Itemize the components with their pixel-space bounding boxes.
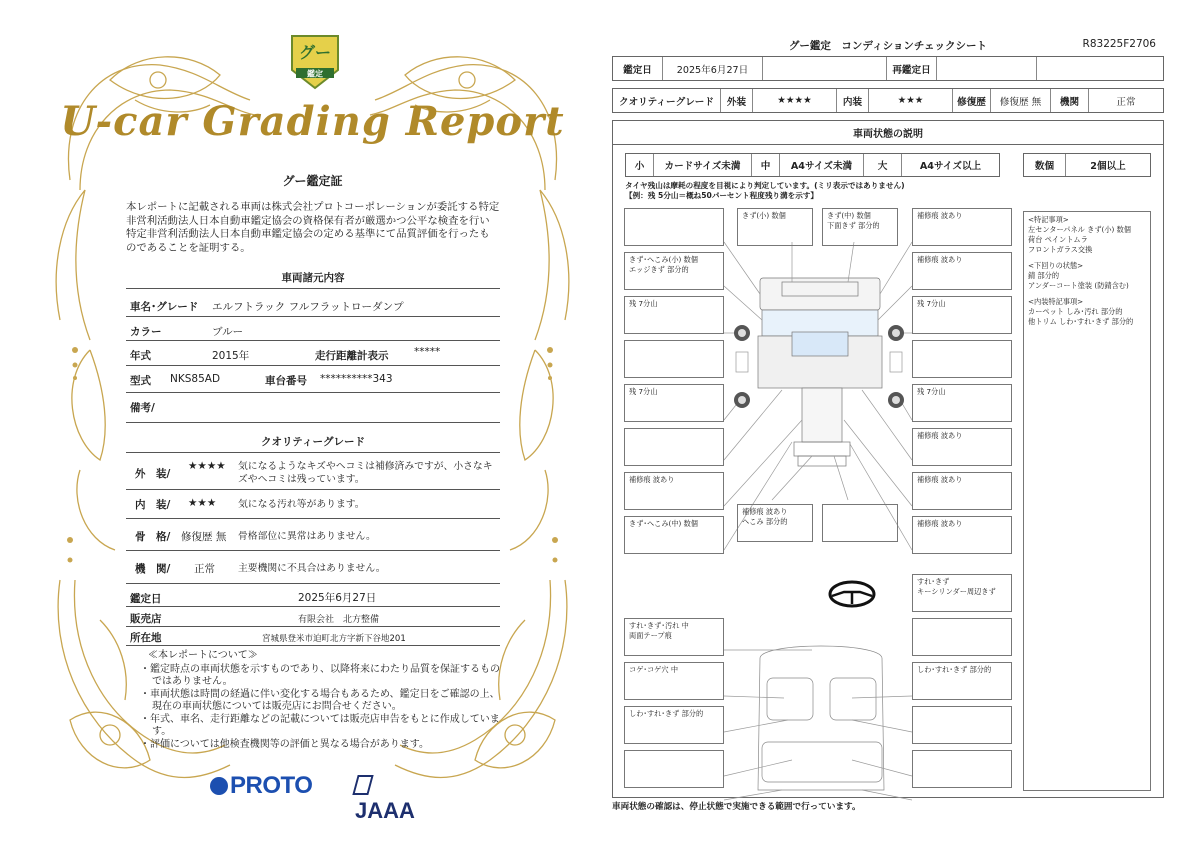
condition-title: 車両状態の説明 xyxy=(613,121,1163,145)
logo-row xyxy=(210,768,430,823)
note-item: ・評価については他検査機関等の評価と異なる場合があります。 xyxy=(140,738,429,750)
condition-box: コゲ･コゲ穴 中 xyxy=(624,662,724,700)
repair-label: 修復歴 xyxy=(953,89,991,112)
model-label: 型式 xyxy=(130,375,151,387)
condition-box xyxy=(912,618,1012,656)
date-row xyxy=(612,56,1164,81)
notes-title: ≪本レポートについて≫ xyxy=(148,650,258,661)
color-value: ブルー xyxy=(212,326,244,338)
divider xyxy=(126,422,500,423)
condition-box: すれ･きず キーシリンダー周辺きず xyxy=(912,574,1012,612)
goo-kantei-badge-icon xyxy=(288,32,342,92)
condition-box: すれ･きず･汚れ 中 両面テープ痕 xyxy=(624,618,724,656)
jaaa-logo-text: JAAA xyxy=(355,798,415,823)
condition-box: しわ･すれ･きず 部分的 xyxy=(912,662,1012,700)
condition-box: しわ･すれ･きず 部分的 xyxy=(624,706,724,744)
size-small-desc: カードサイズ未満 xyxy=(654,154,752,176)
dealer-label: 販売店 xyxy=(130,613,162,625)
count-value: 2個以上 xyxy=(1090,161,1126,172)
size-small: 小 xyxy=(626,154,654,176)
color-label: カラー xyxy=(130,326,162,338)
exterior-stars: ★★★★ xyxy=(188,460,226,472)
frame-value: 修復歴 無 xyxy=(181,531,227,543)
size-mid-desc: A4サイズ未満 xyxy=(780,154,864,176)
badge-bottom-text: 鑑定 xyxy=(307,69,323,79)
chassis-label: 車台番号 xyxy=(265,375,307,387)
divider xyxy=(126,365,500,366)
ext-label: 外装 xyxy=(721,89,753,112)
special-notes-line: 左センターパネル きず(小) 数個 xyxy=(1028,225,1131,234)
special-notes-line: 荷台 ペイントムラ xyxy=(1028,235,1088,244)
condition-box xyxy=(624,750,724,788)
special-notes-section xyxy=(1028,215,1146,255)
condition-check-sheet xyxy=(612,30,1164,830)
proto-mark-icon xyxy=(210,777,228,795)
special-notes-panel xyxy=(1023,211,1151,791)
quality-row xyxy=(612,88,1164,113)
tire-box: 残 7分山 xyxy=(624,384,724,422)
sheet-code: R83225F2706 xyxy=(1082,38,1156,50)
condition-box: 補修痕 波あり xyxy=(912,208,1012,246)
divider xyxy=(126,452,500,453)
exterior-label: 外 装/ xyxy=(135,468,171,480)
engine-description: 主要機関に不具合はありません。 xyxy=(238,563,386,574)
frame-description: 骨格部位に異常はありません。 xyxy=(238,531,376,542)
condition-box: 補修痕 波あり xyxy=(624,472,724,510)
note-item: ・車両状態は時間の経過に伴い変化する場合もあるため、鑑定日をご確認の上、現在の車両状態については販売店にお問合せください。 xyxy=(140,688,500,712)
size-large-desc: A4サイズ以上 xyxy=(919,161,982,172)
redate-value xyxy=(937,57,1037,80)
underbody-section xyxy=(1028,261,1146,291)
condition-box: 補修痕 波あり xyxy=(912,516,1012,554)
remarks-label: 備考/ xyxy=(130,402,155,414)
year-label: 年式 xyxy=(130,350,151,362)
frame-label: 骨 格/ xyxy=(135,531,171,543)
divider xyxy=(126,626,500,627)
condition-box xyxy=(912,750,1012,788)
proto-logo-text: PROTO xyxy=(230,772,313,799)
redate-label: 再鑑定日 xyxy=(887,57,937,80)
tire-note xyxy=(625,181,1005,201)
date-value: 2025年6月27日 xyxy=(663,57,763,80)
tire-box: 残 7分山 xyxy=(912,384,1012,422)
badge-top-text: グー xyxy=(298,43,332,62)
empty-cell xyxy=(763,57,887,80)
quality-grade-label: クオリティーグレード xyxy=(613,89,721,112)
condition-box: きず･へこみ(小) 数個 エッジきず 部分的 xyxy=(624,252,724,290)
report-script-title: U-car Grading Report xyxy=(60,98,565,145)
certificate-statement: 本レポートに記載される車両は株式会社プロトコーポレーションが委託する特定非営利活動法人日本自動車鑑定協会の資格保有者が厳選かつ公平な検査を行い特定非営利活動法人日本自動車鑑定協会の定める基準にて品質評価を行ったものであることを証明する。 xyxy=(126,201,500,254)
engine-label: 機 関/ xyxy=(135,563,171,575)
proto-logo xyxy=(210,772,312,800)
special-notes-head: <特記事項> xyxy=(1028,215,1069,224)
mileage-label: 走行距離計表示 xyxy=(315,350,389,362)
divider xyxy=(126,489,500,490)
sheet-title: グー鑑定 コンディションチェックシート xyxy=(788,40,988,52)
report-notes xyxy=(140,650,500,751)
appraisal-date-value: 2025年6月27日 xyxy=(298,592,377,604)
sheet-footnote: 車両状態の確認は、停止状態で実施できる範囲で行っています。 xyxy=(612,802,861,812)
condition-box: 補修痕 波あり へこみ 部分的 xyxy=(737,504,813,542)
tire-box: 残 7分山 xyxy=(912,296,1012,334)
ext-value: ★★★★ xyxy=(753,89,837,112)
condition-box xyxy=(624,340,724,378)
condition-box: 補修痕 波あり xyxy=(912,252,1012,290)
model-value: NKS85AD xyxy=(170,373,221,385)
tire-note-line: 【例：残 5分山＝概ね50パーセント程度残り溝を示す】 xyxy=(625,191,818,200)
condition-box: きず(中) 数個 下面きず 部分的 xyxy=(822,208,898,246)
divider xyxy=(126,645,500,646)
certificate-title: グー鑑定証 xyxy=(282,174,343,188)
condition-box: きず･へこみ(中) 数個 xyxy=(624,516,724,554)
engine-label: 機関 xyxy=(1051,89,1089,112)
condition-box: 補修痕 波あり xyxy=(912,472,1012,510)
exterior-description: 気になるようなキズやヘコミは補修済みですが、小さなキズやヘコミは残っています。 xyxy=(238,461,493,485)
interior-stars: ★★★ xyxy=(188,497,217,509)
interior-notes-section xyxy=(1028,297,1146,327)
vehicle-name-label: 車名･グレード xyxy=(130,301,199,313)
condition-box xyxy=(822,504,898,542)
special-notes-line: フロントガラス交換 xyxy=(1028,245,1093,254)
divider xyxy=(126,550,500,551)
divider xyxy=(126,340,500,341)
interior-description: 気になる汚れ等があります。 xyxy=(238,499,365,510)
size-legend xyxy=(625,153,1000,177)
interior-notes-line: カーペット しみ･汚れ 部分的 xyxy=(1028,307,1123,316)
divider xyxy=(126,583,500,584)
condition-box: きず(小) 数個 xyxy=(737,208,813,246)
note-item: ・年式、車名、走行距離などの記載については販売店申告をもとに作成しています。 xyxy=(140,713,500,737)
underbody-line: アンダーコート塗装 (防錆含む) xyxy=(1028,281,1129,290)
divider xyxy=(126,288,500,289)
engine-value: 正常 xyxy=(1116,96,1136,108)
underbody-line: 錆 部分的 xyxy=(1028,271,1060,280)
jaaa-mark-icon xyxy=(352,775,373,795)
tire-note-line: タイヤ残山は摩耗の程度を目視により判定しています。(ミリ表示ではありません) xyxy=(625,181,905,190)
year-value: 2015年 xyxy=(212,350,250,362)
count-label: 数個 xyxy=(1024,154,1066,176)
interior-label: 内 装/ xyxy=(135,499,171,511)
condition-box: 補修痕 波あり xyxy=(912,428,1012,466)
interior-notes-line: 他トリム しわ･すれ･きず 部分的 xyxy=(1028,317,1134,326)
divider xyxy=(126,518,500,519)
date-label: 鑑定日 xyxy=(613,57,663,80)
divider xyxy=(126,316,500,317)
chassis-value: **********343 xyxy=(320,373,393,385)
appraisal-date-label: 鑑定日 xyxy=(130,593,162,605)
note-item: ・鑑定時点の車両状態を示すものであり、以降将来にわたり品質を保証するものではありません。 xyxy=(140,663,500,687)
tire-box: 残 7分山 xyxy=(624,296,724,334)
divider xyxy=(126,606,500,607)
engine-value: 正常 xyxy=(194,563,215,575)
jaaa-logo xyxy=(355,772,430,824)
condition-box xyxy=(912,706,1012,744)
size-large: 大 xyxy=(864,154,902,176)
grading-report-certificate xyxy=(40,20,585,830)
repair-value: 修復歴 無 xyxy=(991,89,1051,112)
size-mid: 中 xyxy=(752,154,780,176)
address-value: 宮城県登米市迫町北方字新下谷地201 xyxy=(262,634,406,644)
empty-cell xyxy=(1037,57,1163,80)
dealer-value: 有限会社 北方整備 xyxy=(298,615,380,625)
condition-box xyxy=(912,340,1012,378)
mileage-value: ***** xyxy=(414,346,441,358)
int-label: 内装 xyxy=(837,89,869,112)
underbody-head: <下回りの状態> xyxy=(1028,261,1084,270)
condition-box xyxy=(624,208,724,246)
condition-box xyxy=(624,428,724,466)
spec-section-title: 車両諸元内容 xyxy=(281,272,345,284)
divider xyxy=(126,392,500,393)
count-legend xyxy=(1023,153,1151,177)
grade-section-title: クオリティーグレード xyxy=(261,436,365,448)
int-value: ★★★ xyxy=(869,89,953,112)
vehicle-name-value: エルフトラック フルフラットローダンプ xyxy=(212,301,404,313)
address-label: 所在地 xyxy=(130,632,162,644)
interior-notes-head: <内装特記事項> xyxy=(1028,297,1084,306)
